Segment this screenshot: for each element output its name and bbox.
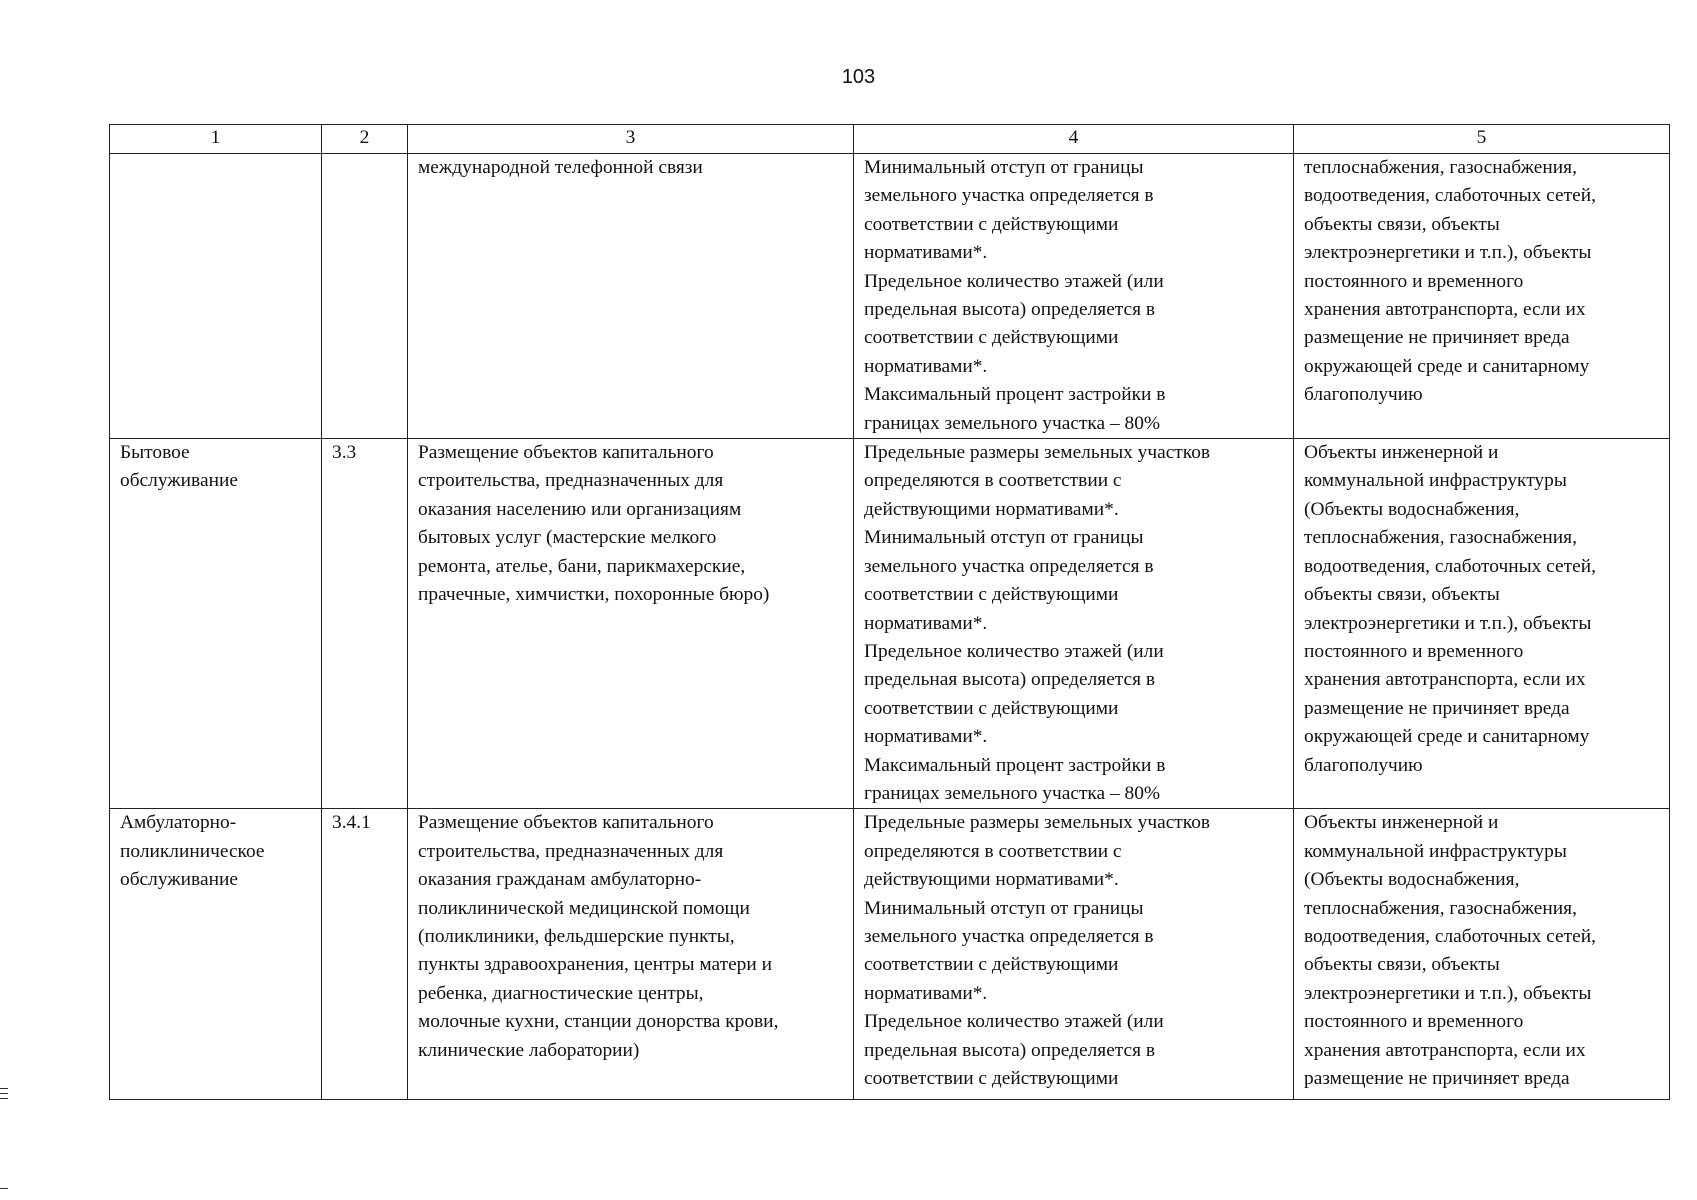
table-row	[110, 439, 1670, 809]
land-use-table	[109, 124, 1670, 1100]
header-col-5: 5	[1294, 125, 1670, 154]
page-number: 103	[841, 66, 876, 88]
scan-mark	[0, 1093, 8, 1094]
header-col-3: 3	[408, 125, 854, 154]
use-code-cell: 3.4.1	[322, 809, 408, 1100]
header-col-4: 4	[854, 125, 1294, 154]
parameters-cell: Предельные размеры земельных участков определяются в соответствии с действующими нормативами*. Минимальный отступ от границы земельного участка определяется в соответствии с действующими нормативами*. Предельное количество этажей (или предельная высота) определяется в соответствии с действующими	[854, 809, 1294, 1100]
scan-mark	[0, 1098, 8, 1099]
use-name-cell: Амбулаторно- поликлиническое обслуживание	[110, 809, 322, 1100]
parameters-cell: Предельные размеры земельных участков определяются в соответствии с действующими нормативами*. Минимальный отступ от границы земельного участка определяется в соответствии с действующими нормативами*. Предельное количество этажей (или предельная высота) определяется в соответствии с действующими нормативами*. Максимальный процент застройки в границах земельного участка – 80%	[854, 439, 1294, 809]
table-row	[110, 154, 1670, 439]
header-col-1: 1	[110, 125, 322, 154]
use-description-cell: Размещение объектов капитального строительства, предназначенных для оказания населению или организациям бытовых услуг (мастерские мелкого ремонта, ателье, бани, парикмахерские, прачечные, химчистки, похоронные бюро)	[408, 439, 854, 809]
use-code-cell: 3.3	[322, 439, 408, 809]
scan-mark	[0, 1088, 8, 1089]
auxiliary-uses-cell: Объекты инженерной и коммунальной инфраструктуры (Объекты водоснабжения, теплоснабжения, газоснабжения, водоотведения, слаботочных сетей, объекты связи, объекты электроэнергетики и т.п.), объекты постоянного и временного хранения автотранспорта, если их размещение не причиняет вреда	[1294, 809, 1670, 1100]
auxiliary-uses-cell: Объекты инженерной и коммунальной инфраструктуры (Объекты водоснабжения, теплоснабжения, газоснабжения, водоотведения, слаботочных сетей, объекты связи, объекты электроэнергетики и т.п.), объекты постоянного и временного хранения автотранспорта, если их размещение не причиняет вреда окружающей среде и санитарному благополучию	[1294, 439, 1670, 809]
use-description-cell: международной телефонной связи	[408, 154, 854, 439]
table-row	[110, 809, 1670, 1100]
auxiliary-uses-cell: теплоснабжения, газоснабжения, водоотведения, слаботочных сетей, объекты связи, объекты электроэнергетики и т.п.), объекты постоянного и временного хранения автотранспорта, если их размещение не причиняет вреда окружающей среде и санитарному благополучию	[1294, 154, 1670, 439]
header-col-2: 2	[322, 125, 408, 154]
header-row	[110, 125, 1670, 154]
use-description-cell: Размещение объектов капитального строительства, предназначенных для оказания гражданам амбулаторно- поликлинической медицинской помощи (поликлиники, фельдшерские пункты, пункты здравоохранения, центры матери и ребенка, диагностические центры, молочные кухни, станции донорства крови, клинические лаборатории)	[408, 809, 854, 1100]
parameters-cell: Минимальный отступ от границы земельного участка определяется в соответствии с действующими нормативами*. Предельное количество этажей (или предельная высота) определяется в соответствии с действующими нормативами*. Максимальный процент застройки в границах земельного участка – 80%	[854, 154, 1294, 439]
scan-mark	[0, 1188, 8, 1189]
use-name-cell: Бытовое обслуживание	[110, 439, 322, 809]
use-name-cell	[110, 154, 322, 439]
use-code-cell	[322, 154, 408, 439]
